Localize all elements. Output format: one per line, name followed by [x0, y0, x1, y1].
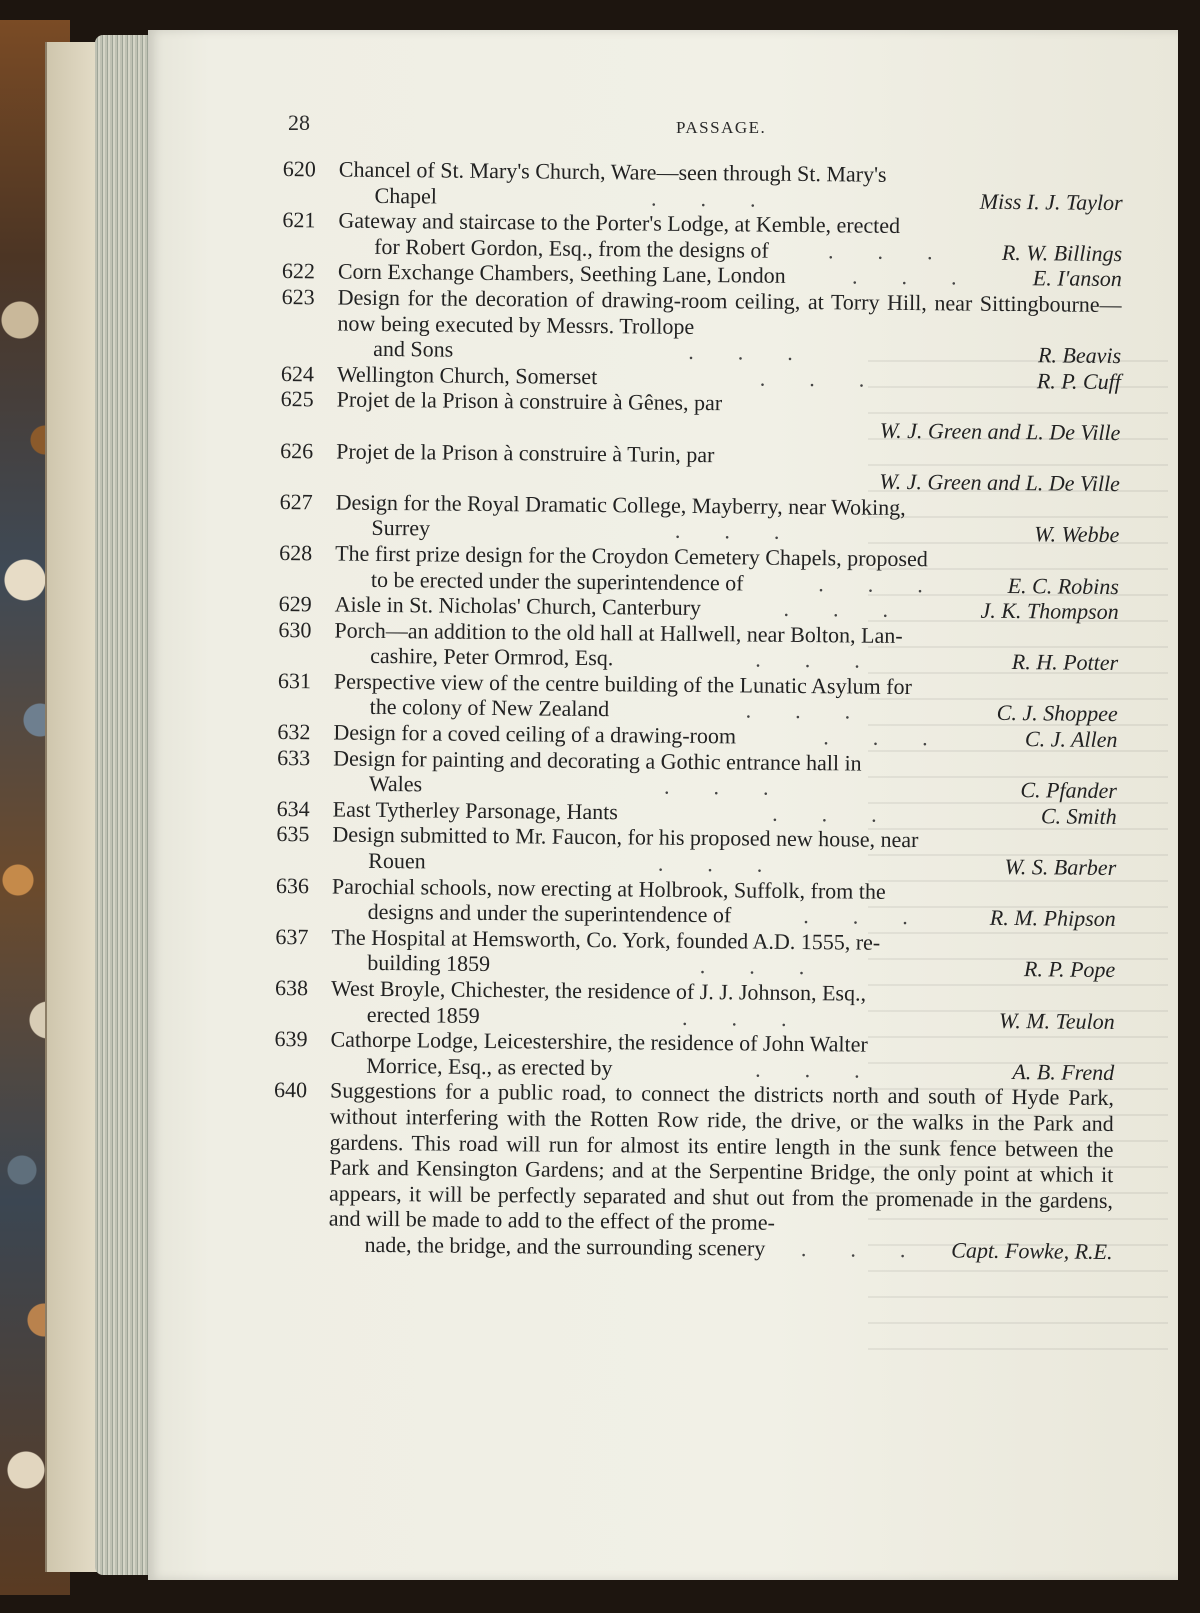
- entry-number: 621: [282, 207, 316, 233]
- entry-author: E. C. Robins: [1007, 572, 1120, 599]
- leader-dots: . . .: [682, 1004, 787, 1031]
- entry-line-end: East Tytherley Parsonage, Hants: [332, 796, 619, 825]
- entry-number: 638: [274, 974, 309, 1001]
- entry-author: W. J. Green and L. De Ville: [879, 468, 1121, 497]
- entry-line-end: Chapel: [374, 182, 438, 209]
- catalogue-entry: [280, 386, 1120, 445]
- entry-number: 626: [280, 437, 314, 463]
- catalogue-entry: [275, 975, 1115, 1034]
- catalogue-entry: [280, 438, 1120, 497]
- leader-dots: . . .: [650, 185, 756, 212]
- entry-description: Design for painting and decorating a Gothic entrance hall in: [333, 745, 862, 776]
- catalogue-entry: [279, 489, 1119, 548]
- entry-description: Porch—an addition to the old hall at Hallwell, near Bolton, Lan-: [334, 617, 903, 648]
- book-page: [148, 30, 1178, 1580]
- catalogue-entry: [275, 924, 1115, 983]
- entry-line-end: nade, the bridge, and the surrounding scenery: [364, 1231, 766, 1261]
- entry-number: 624: [280, 360, 315, 387]
- entry-description: Projet de la Prison à construire à Turin, par: [336, 438, 715, 467]
- entry-line-end: Wellington Church, Somerset: [336, 361, 598, 389]
- entry-number: 634: [276, 795, 310, 822]
- entry-line-end: building 1859: [367, 950, 491, 977]
- running-title: PASSAGE.: [676, 118, 767, 137]
- entry-author: R. P. Cuff: [1036, 367, 1121, 394]
- entry-author: W. M. Teulon: [998, 1007, 1115, 1034]
- entry-description: The Hospital at Hemsworth, Co. York, founded A.D. 1555, re-: [331, 924, 881, 955]
- entry-author: W. Webbe: [1034, 521, 1120, 548]
- entry-number: 636: [275, 872, 310, 898]
- entry-author: R. M. Phipson: [989, 905, 1116, 932]
- entry-number: 631: [277, 667, 312, 694]
- entry-line-end: Corn Exchange Chambers, Seething Lane, London: [337, 258, 786, 289]
- entry-author: R. H. Potter: [1011, 649, 1119, 676]
- entry-line-end: Surrey: [371, 515, 431, 541]
- entry-number: 635: [276, 821, 310, 847]
- entry-number: 639: [274, 1026, 308, 1052]
- catalogue-entry: [279, 540, 1119, 599]
- entry-number: 637: [275, 923, 309, 950]
- catalogue-entries: [272, 156, 1123, 1265]
- entry-description: Suggestions for a public road, to connect the districts north and south of Hyde Park, without interfering with the Rotten Row ride, the drive, or the walks in the Park and gardens. This road will run for almost its entire length in the sunk fence between the Park and Kensington Gardens; and at the Serpentine Bridge, the only point at which it appears, it will be perfectly separated and shut out from the promenade in the gardens, and will be made to add to the effect of the prome-: [328, 1077, 1115, 1236]
- entry-number: 627: [279, 488, 313, 515]
- entry-author: R. Beavis: [1037, 342, 1122, 369]
- entry-author: C. Pfander: [1020, 777, 1118, 804]
- leader-dots: . . .: [827, 238, 933, 265]
- entry-number: 630: [278, 616, 312, 642]
- catalogue-entry: [278, 617, 1118, 676]
- catalogue-entry: [276, 873, 1116, 932]
- entry-author: W. J. Green and L. De Ville: [879, 417, 1121, 445]
- entry-description: Projet de la Prison à construire à Gênes, par: [336, 386, 723, 416]
- entry-number: 628: [279, 539, 313, 566]
- entry-number: 640: [273, 1077, 308, 1103]
- leader-dots: . . .: [851, 263, 957, 290]
- catalogue-entry: [274, 1026, 1114, 1085]
- page-header: [148, 30, 1178, 170]
- leader-dots: . . .: [688, 339, 793, 366]
- leader-dots: . . .: [674, 518, 780, 545]
- leader-dots: . . .: [803, 903, 908, 930]
- entry-number: 620: [282, 156, 316, 182]
- leader-dots: . . .: [818, 570, 923, 597]
- leader-dots: . . .: [783, 595, 889, 622]
- leader-dots: . . .: [663, 773, 769, 800]
- entry-author: R. W. Billings: [1001, 239, 1123, 266]
- entry-description: Parochial schools, now erecting at Holbrook, Suffolk, from the: [331, 873, 886, 904]
- entry-number: 625: [280, 386, 314, 412]
- leader-dots: . . .: [759, 365, 865, 392]
- entry-line-end: for Robert Gordon, Esq., from the designs of: [374, 233, 769, 263]
- page-number: 28: [288, 110, 310, 135]
- entry-description: Design for the decoration of drawing-room ceiling, at Torry Hill, near Sittingbourne—now being executed by Messrs. Trollope: [337, 284, 1122, 339]
- entry-line-end: and Sons: [373, 336, 454, 362]
- entry-author: C. J. Allen: [1024, 726, 1118, 753]
- entry-author: A. B. Frend: [1012, 1058, 1115, 1085]
- entry-line-end: Design for a coved ceiling of a drawing-room: [333, 719, 737, 749]
- entry-number: 622: [281, 258, 316, 284]
- entry-description: Gateway and staircase to the Porter's Lodge, at Kemble, erected: [338, 207, 901, 239]
- entry-line-end: cashire, Peter Ormrod, Esq.: [370, 643, 614, 671]
- entry-author: C. J. Shoppee: [996, 700, 1118, 727]
- entry-author: Capt. Fowke, R.E.: [951, 1237, 1113, 1264]
- entry-description: Design for the Royal Dramatic College, Mayberry, near Woking,: [335, 489, 906, 520]
- entry-author: Miss I. J. Taylor: [979, 188, 1123, 215]
- entry-line-end: Aisle in St. Nicholas' Church, Canterbury: [334, 591, 702, 621]
- page-edges: [95, 35, 155, 1575]
- entry-line-end: to be erected under the superintendence of: [370, 566, 744, 595]
- leader-dots: . . .: [745, 697, 851, 724]
- catalogue-entry: [272, 1077, 1114, 1264]
- entry-author: W. S. Barber: [1004, 853, 1117, 881]
- leader-dots: . . .: [772, 800, 877, 827]
- leader-dots: . . .: [657, 850, 763, 877]
- entry-description: The first prize design for the Croydon Cemetery Chapels, proposed: [335, 540, 928, 572]
- catalogue-entry: [282, 207, 1122, 266]
- entry-description: Cathorpe Lodge, Leicestershire, the residence of John Walter: [330, 1026, 868, 1057]
- catalogue-entry: [277, 745, 1117, 804]
- entry-line-end: Rouen: [368, 847, 426, 874]
- entry-description: West Broyle, Chichester, the residence of J. J. Johnson, Esq.,: [330, 975, 867, 1006]
- entry-number: 623: [281, 283, 315, 310]
- entry-author: E. I'anson: [1032, 265, 1122, 292]
- leader-dots: . . .: [755, 646, 860, 673]
- entry-line-end: Morrice, Esq., as erected by: [366, 1052, 613, 1080]
- entry-number: 629: [278, 591, 312, 617]
- entry-author: R. P. Pope: [1023, 956, 1116, 983]
- catalogue-entry: [283, 156, 1123, 215]
- leader-dots: . . .: [755, 1056, 860, 1083]
- entry-number: 633: [277, 744, 311, 770]
- catalogue-entry: [281, 284, 1122, 369]
- entry-author: C. Smith: [1040, 803, 1117, 829]
- leader-dots: . . .: [823, 724, 928, 751]
- entry-description: Perspective view of the centre building of the Lunatic Asylum for: [333, 668, 913, 699]
- catalogue-entry: [276, 821, 1116, 880]
- entry-description: Design submitted to Mr. Faucon, for his proposed new house, near: [332, 821, 919, 853]
- leader-dots: . . .: [699, 953, 805, 980]
- entry-line-end: Wales: [368, 771, 423, 797]
- entry-line-end: erected 1859: [366, 1001, 480, 1028]
- entry-author: J. K. Thompson: [980, 597, 1119, 625]
- entry-description: Chancel of St. Mary's Church, Ware—seen through St. Mary's: [338, 156, 887, 187]
- entry-line-end: designs and under the superintendence of: [367, 899, 732, 928]
- leader-dots: . . .: [800, 1235, 906, 1262]
- catalogue-entry: [278, 668, 1118, 727]
- entry-number: 632: [277, 719, 311, 745]
- entry-line-end: the colony of New Zealand: [369, 694, 610, 722]
